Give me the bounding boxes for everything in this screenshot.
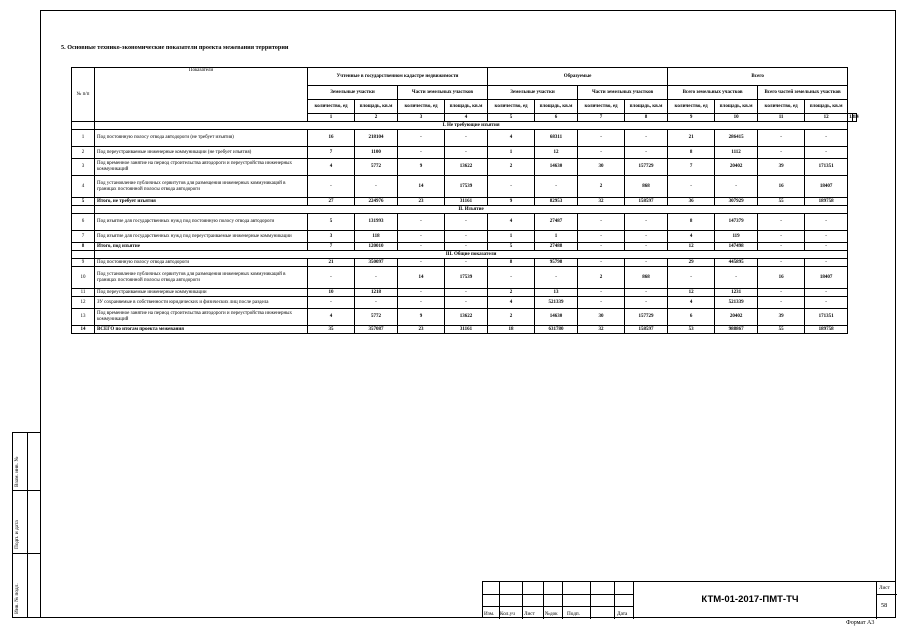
value-cell: - [625, 243, 668, 251]
unit-area: площадь, кв.м [625, 100, 668, 114]
row-number: 5 [72, 198, 95, 206]
row-number: 4 [72, 176, 95, 198]
column-number: 14 [853, 114, 859, 120]
value-cell: - [758, 259, 805, 267]
header-formed: Образуемые [488, 68, 668, 86]
value-cell: - [668, 176, 715, 198]
row-label: Под постоянную полосу отвода автодороги [95, 259, 308, 267]
value-cell: 147498 [715, 243, 758, 251]
column-number: 1 [308, 114, 355, 122]
value-cell: 95798 [535, 259, 578, 267]
column-number: 13 [849, 114, 855, 120]
unit-quantity: количество, ед [668, 100, 715, 114]
table-row [72, 297, 857, 309]
section-general-title: III. Общие показатели [95, 251, 848, 259]
table-row [72, 198, 857, 206]
value-cell: - [398, 130, 445, 147]
section-no-seizure-title: I. Не требующие изъятия [95, 122, 848, 130]
value-cell: 988867 [715, 326, 758, 334]
value-cell: 30 [578, 309, 625, 326]
row-number: 7 [72, 231, 95, 243]
value-cell: - [805, 147, 848, 159]
format-label: Формат А3 [846, 620, 875, 626]
value-cell: - [398, 214, 445, 231]
value-cell: 14 [398, 267, 445, 289]
value-cell: - [398, 243, 445, 251]
value-cell: - [308, 267, 355, 289]
subheader-all-parts: Всего частей земельных участков [758, 86, 848, 100]
section-general [72, 251, 857, 259]
value-cell: - [578, 130, 625, 147]
header-number: № п/п [72, 68, 95, 122]
side-label-podp: Подп. и дата [14, 520, 20, 549]
table-row [72, 309, 857, 326]
sheet-label: Лист [879, 585, 890, 591]
value-cell: 17539 [445, 267, 488, 289]
value-cell: - [355, 267, 398, 289]
table-row [72, 130, 857, 147]
value-cell: 147379 [715, 214, 758, 231]
value-cell: - [625, 147, 668, 159]
value-cell: - [308, 176, 355, 198]
value-cell: 27488 [535, 243, 578, 251]
value-cell: 17539 [445, 176, 488, 198]
column-number: 12 [805, 114, 848, 122]
column-number: 8 [625, 114, 668, 122]
value-cell: 521339 [715, 297, 758, 309]
value-cell: 23 [398, 198, 445, 206]
value-cell: - [625, 231, 668, 243]
document-code: КТМ-01-2017-ПМТ-ТЧ [701, 594, 799, 605]
value-cell: - [758, 289, 805, 297]
value-cell: - [445, 214, 488, 231]
value-cell: - [578, 231, 625, 243]
value-cell: - [758, 231, 805, 243]
value-cell: - [398, 297, 445, 309]
column-number: 10 [715, 114, 758, 122]
value-cell: 14 [398, 176, 445, 198]
stamp-list: Лист [524, 611, 535, 617]
value-cell: - [805, 231, 848, 243]
value-cell: 5772 [355, 159, 398, 176]
table-row [72, 289, 857, 297]
subheader-land-plots: Земельные участки [488, 86, 578, 100]
value-cell: 868 [625, 176, 668, 198]
side-cell-podp [13, 491, 41, 554]
value-cell: 7 [668, 159, 715, 176]
unit-area: площадь, кв.м [445, 100, 488, 114]
section-no-seizure [72, 122, 857, 130]
value-cell: 119 [715, 231, 758, 243]
value-cell: - [625, 297, 668, 309]
value-cell: 1 [535, 231, 578, 243]
value-cell: - [715, 176, 758, 198]
value-cell: - [758, 147, 805, 159]
subheader-plot-parts: Части земельных участков [398, 86, 488, 100]
value-cell: - [625, 130, 668, 147]
value-cell: - [715, 267, 758, 289]
value-cell: 10 [308, 289, 355, 297]
value-cell: 31161 [445, 198, 488, 206]
value-cell: - [355, 297, 398, 309]
value-cell: - [758, 130, 805, 147]
value-cell: 55 [758, 326, 805, 334]
value-cell: 6 [668, 309, 715, 326]
value-cell: 2 [488, 159, 535, 176]
side-cell-inv [13, 554, 41, 619]
row-label: Под временное занятие на период строительства автодороги и переустройства инженерных коммуникаций [95, 309, 308, 326]
value-cell: 357087 [355, 326, 398, 334]
value-cell: - [625, 214, 668, 231]
unit-quantity: количество, ед [758, 100, 805, 114]
value-cell: - [398, 289, 445, 297]
unit-area: площадь, кв.м [355, 100, 398, 114]
header-total: Всего [668, 68, 848, 86]
value-cell: - [805, 297, 848, 309]
table-row [72, 326, 857, 334]
value-cell: 118 [355, 231, 398, 243]
value-cell: 13622 [445, 309, 488, 326]
value-cell: 5 [308, 214, 355, 231]
value-cell: 14630 [535, 309, 578, 326]
stamp-data: Дата [617, 611, 628, 617]
title-block [482, 581, 896, 618]
value-cell: 521339 [535, 297, 578, 309]
value-cell: - [488, 176, 535, 198]
value-cell: 158597 [625, 326, 668, 334]
value-cell: 4 [308, 159, 355, 176]
value-cell: 55 [758, 198, 805, 206]
column-number: 6 [535, 114, 578, 122]
side-label-inv: Инв. № подл. [14, 583, 20, 614]
row-label: ВСЕГО по итогам проекта межевания [95, 326, 308, 334]
value-cell: 53 [668, 326, 715, 334]
stamp-izm: Изм. [484, 611, 495, 617]
value-cell: - [625, 259, 668, 267]
value-cell: - [445, 231, 488, 243]
value-cell: 1 [488, 231, 535, 243]
value-cell: - [445, 147, 488, 159]
table-row [72, 267, 857, 289]
value-cell: 350097 [355, 259, 398, 267]
value-cell: 131993 [355, 214, 398, 231]
value-cell: 2 [578, 267, 625, 289]
row-label: Под постоянную полосу отвода автодороги (не требует изъятия) [95, 130, 308, 147]
value-cell: 1231 [715, 289, 758, 297]
value-cell: 189758 [805, 198, 848, 206]
value-cell: 120010 [355, 243, 398, 251]
subheader-plot-parts: Части земельных участков [578, 86, 668, 100]
value-cell: 9 [398, 309, 445, 326]
value-cell: 4 [488, 130, 535, 147]
value-cell: - [578, 147, 625, 159]
section-seizure-title: II. Изъятие [95, 206, 848, 214]
value-cell: 224976 [355, 198, 398, 206]
row-label: Под установление публичных сервитутов для размещения инженерных коммуникаций в границах постоянной полосы отвода автодороги [95, 176, 308, 198]
value-cell: 631780 [535, 326, 578, 334]
value-cell: - [805, 130, 848, 147]
side-stamp [12, 432, 40, 618]
value-cell: - [578, 297, 625, 309]
value-cell: 14630 [535, 159, 578, 176]
value-cell: 157729 [625, 309, 668, 326]
value-cell: - [535, 267, 578, 289]
row-label: Итого, не требует изъятия [95, 198, 308, 206]
value-cell: - [578, 214, 625, 231]
section-seizure [72, 206, 857, 214]
value-cell: - [578, 259, 625, 267]
value-cell: 5772 [355, 309, 398, 326]
value-cell: 39 [758, 159, 805, 176]
row-number: 3 [72, 159, 95, 176]
side-cell-vzam [13, 433, 41, 491]
value-cell: 9 [488, 198, 535, 206]
row-label: Под переустраиваемые инженерные коммуникации [95, 289, 308, 297]
row-label: ЗУ сохраняемые в собственности юридических и физических лиц после раздела [95, 297, 308, 309]
value-cell: - [578, 289, 625, 297]
value-cell: 20402 [715, 159, 758, 176]
value-cell: 2 [488, 289, 535, 297]
unit-area: площадь, кв.м [535, 100, 578, 114]
value-cell: 189758 [805, 326, 848, 334]
value-cell: 1112 [715, 147, 758, 159]
column-number: 5 [488, 114, 535, 122]
value-cell: 1100 [355, 147, 398, 159]
value-cell: - [398, 259, 445, 267]
value-cell: 16 [758, 267, 805, 289]
value-cell: - [308, 297, 355, 309]
value-cell: 445895 [715, 259, 758, 267]
value-cell: - [805, 289, 848, 297]
column-number: 3 [398, 114, 445, 122]
row-label: Под изъятие для государственных нужд под постоянную полосу отвода автодороги [95, 214, 308, 231]
unit-area: площадь, кв.м [805, 100, 848, 114]
value-cell: 4 [488, 214, 535, 231]
section-heading: 5. Основные технико-экономические показатели проекта межевания территории [61, 44, 289, 51]
row-number: 10 [72, 267, 95, 289]
value-cell: - [398, 231, 445, 243]
value-cell: 4 [308, 309, 355, 326]
value-cell: 2 [578, 176, 625, 198]
value-cell: - [445, 130, 488, 147]
value-cell: 171351 [805, 159, 848, 176]
value-cell: 12 [668, 289, 715, 297]
value-cell: - [625, 289, 668, 297]
value-cell: 32 [578, 326, 625, 334]
value-cell: - [805, 214, 848, 231]
value-cell: 307929 [715, 198, 758, 206]
column-number: 4 [445, 114, 488, 122]
row-label: Под изъятие для государственных нужд под переустраиваемые инженерные коммуникации [95, 231, 308, 243]
value-cell: 2 [488, 309, 535, 326]
header-cadastre: Учтенные в государственном кадастре недвижимости [308, 68, 488, 86]
value-cell: 30 [578, 159, 625, 176]
table-row [72, 214, 857, 231]
value-cell: 16 [758, 176, 805, 198]
unit-area: площадь, кв.м [715, 100, 758, 114]
value-cell: 29 [668, 259, 715, 267]
value-cell: 868 [625, 267, 668, 289]
value-cell: 18 [488, 326, 535, 334]
table-row [72, 176, 857, 198]
value-cell: 27487 [535, 214, 578, 231]
column-number: 9 [668, 114, 715, 122]
value-cell: 157729 [625, 159, 668, 176]
value-cell: 8 [668, 214, 715, 231]
row-number: 6 [72, 214, 95, 231]
value-cell: 12 [668, 243, 715, 251]
side-label-vzam: Взам. инв. № [14, 456, 20, 487]
value-cell: 12 [535, 147, 578, 159]
value-cell: - [805, 259, 848, 267]
value-cell: - [578, 243, 625, 251]
row-label: Под установление публичных сервитутов для размещения инженерных коммуникаций в границах постоянной полосы отвода автодороги [95, 267, 308, 289]
value-cell: 18407 [805, 176, 848, 198]
row-label: Итого, под изъятие [95, 243, 308, 251]
row-number: 13 [72, 309, 95, 326]
value-cell: 4 [668, 231, 715, 243]
value-cell: - [445, 289, 488, 297]
value-cell: 39 [758, 309, 805, 326]
unit-quantity: количество, ед [488, 100, 535, 114]
column-number: 11 [758, 114, 805, 122]
value-cell: - [758, 214, 805, 231]
value-cell: 35 [308, 326, 355, 334]
value-cell: 21 [308, 259, 355, 267]
value-cell: - [668, 267, 715, 289]
row-label: Под временное занятие на период строительства автодороги и переустройства инженерных коммуникаций [95, 159, 308, 176]
value-cell: - [398, 147, 445, 159]
row-number: 1 [72, 130, 95, 147]
value-cell: 4 [488, 297, 535, 309]
value-cell: 82953 [535, 198, 578, 206]
value-cell: 8 [668, 147, 715, 159]
value-cell: 1 [488, 147, 535, 159]
value-cell: 13 [535, 289, 578, 297]
value-cell: - [535, 176, 578, 198]
value-cell: 18407 [805, 267, 848, 289]
value-cell: - [758, 243, 805, 251]
value-cell: 27 [308, 198, 355, 206]
row-label: Под переустраиваемые инженерные коммуникации (не требует изъятия) [95, 147, 308, 159]
value-cell: 218104 [355, 130, 398, 147]
value-cell: - [445, 243, 488, 251]
value-cell: - [758, 297, 805, 309]
row-number: 14 [72, 326, 95, 334]
value-cell: 158597 [625, 198, 668, 206]
value-cell: - [355, 176, 398, 198]
column-number: 2 [355, 114, 398, 122]
value-cell: 20402 [715, 309, 758, 326]
row-number: 9 [72, 259, 95, 267]
table-row [72, 159, 857, 176]
unit-quantity: количество, ед [398, 100, 445, 114]
table-row [72, 231, 857, 243]
table-row [72, 147, 857, 159]
row-number: 11 [72, 289, 95, 297]
value-cell: 23 [398, 326, 445, 334]
value-cell: 32 [578, 198, 625, 206]
stamp-koluch: Кол.уч [500, 611, 515, 617]
value-cell: 3 [308, 231, 355, 243]
value-cell: 31161 [445, 326, 488, 334]
value-cell: 4 [668, 297, 715, 309]
row-number: 8 [72, 243, 95, 251]
value-cell: 36 [668, 198, 715, 206]
header-indicators: Показатели [95, 68, 308, 122]
value-cell: 1218 [355, 289, 398, 297]
value-cell: - [488, 267, 535, 289]
indicators-table [71, 67, 857, 334]
stamp-podp: Подп. [567, 611, 580, 617]
unit-quantity: количество, ед [578, 100, 625, 114]
value-cell: - [445, 297, 488, 309]
column-number: 7 [578, 114, 625, 122]
value-cell: 16 [308, 130, 355, 147]
unit-quantity: количество, ед [308, 100, 355, 114]
stamp-ndok: №док [545, 611, 558, 617]
value-cell: 171351 [805, 309, 848, 326]
subheader-all-plots: Всего земельных участков [668, 86, 758, 100]
row-number: 12 [72, 297, 95, 309]
value-cell: 13622 [445, 159, 488, 176]
value-cell: - [805, 243, 848, 251]
value-cell: 7 [308, 243, 355, 251]
value-cell: 68311 [535, 130, 578, 147]
value-cell: 286415 [715, 130, 758, 147]
row-number: 2 [72, 147, 95, 159]
value-cell: 21 [668, 130, 715, 147]
table-row [72, 243, 857, 251]
value-cell: 5 [488, 243, 535, 251]
value-cell: 9 [398, 159, 445, 176]
sheet-number: 58 [881, 602, 888, 609]
table-row [72, 259, 857, 267]
value-cell: 7 [308, 147, 355, 159]
value-cell: - [445, 259, 488, 267]
value-cell: 8 [488, 259, 535, 267]
subheader-land-plots: Земельные участки [308, 86, 398, 100]
